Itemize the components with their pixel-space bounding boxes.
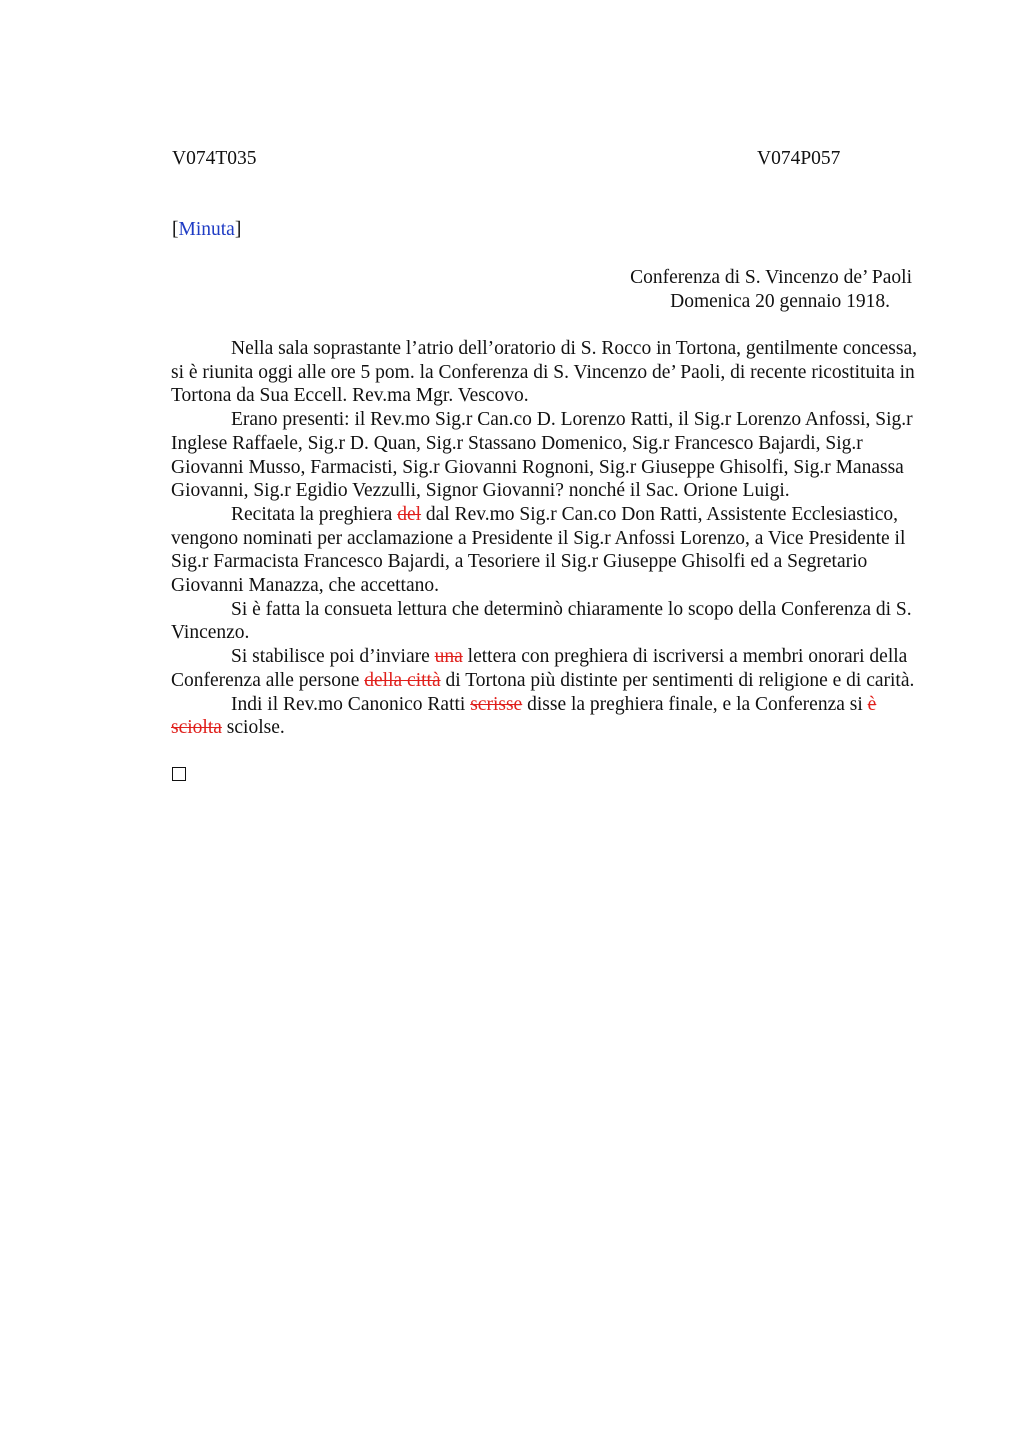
paragraph-5-text-a: Si stabilisce poi d’inviare bbox=[231, 646, 435, 668]
paragraph-5 bbox=[171, 645, 923, 692]
deleted-text: scrisse bbox=[470, 693, 523, 715]
end-marker-box bbox=[172, 767, 186, 781]
minuta-close-bracket: ] bbox=[234, 219, 242, 240]
paragraph-6-text-b: disse la preghiera finale, e la Conferenza si bbox=[522, 693, 868, 715]
letter-heading bbox=[552, 266, 912, 314]
document-code-left: V074T035 bbox=[172, 148, 257, 169]
paragraph-3-text-a: Recitata la preghiera bbox=[231, 503, 398, 525]
deleted-text: della città bbox=[364, 669, 441, 691]
minuta-label bbox=[172, 219, 241, 241]
paragraph-6-text-c: sciolse. bbox=[221, 717, 285, 739]
deleted-text: è sciolta bbox=[171, 693, 877, 739]
deleted-text: del bbox=[397, 503, 422, 525]
deleted-text: una bbox=[434, 646, 463, 668]
heading-date: Domenica 20 gennaio 1918. bbox=[670, 291, 890, 312]
paragraph-6 bbox=[171, 693, 923, 740]
heading-organization: Conferenza di S. Vincenzo de’ Paoli bbox=[630, 267, 912, 288]
paragraph-5-text-b: lettera con preghiera di iscriversi a membri onorari della Conferenza alle persone bbox=[171, 646, 908, 691]
document-body bbox=[171, 337, 923, 740]
paragraph-5-text-c: di Tortona più distinte per sentimenti di religione e di carità. bbox=[440, 669, 915, 691]
paragraph-3 bbox=[171, 503, 923, 598]
paragraph-2: Erano presenti: il Rev.mo Sig.r Can.co D. Lorenzo Ratti, il Sig.r Lorenzo Anfossi, Sig.r Inglese Raffaele, Sig.r D. Quan, Sig.r Stassano Domenico, Sig.r Francesco Bajardi, Sig.r Giovanni Musso, Farmacisti, Sig.r Giovanni Rognoni, Sig.r Giuseppe Ghisolfi, Sig.r Manassa Giovanni, Sig.r Egidio Vezzulli, Signor Giovanni? nonché il Sac. Orione Luigi. bbox=[171, 409, 913, 502]
paragraph-1: Nella sala soprastante l’atrio dell’oratorio di S. Rocco in Tortona, gentilmente concessa, si è riunita oggi alle ore 5 pom. la Conferenza di S. Vincenzo de’ Paoli, di recente ricostituita in Tortona da Sua Eccell. Rev.ma Mgr. Vescovo. bbox=[171, 338, 917, 407]
minuta-open-bracket: [ bbox=[172, 219, 179, 240]
paragraph-6-text-a: Indi il Rev.mo Canonico Ratti bbox=[231, 693, 471, 715]
minuta-link[interactable]: Minuta bbox=[178, 219, 235, 240]
document-code-right: V074P057 bbox=[757, 148, 841, 169]
paragraph-4: Si è fatta la consueta lettura che determinò chiaramente lo scopo della Conferenza di S. Vincenzo. bbox=[171, 598, 912, 644]
paragraph-3-text-b: dal Rev.mo Sig.r Can.co Don Ratti, Assistente Ecclesiastico, vengono nominati per acclamazione a Presidente il Sig.r Anfossi Lorenzo, a Vice Presidente il Sig.r Farmacista Francesco Bajardi, a Tesoriere il Sig.r Giuseppe Ghisolfi ed a Segretario Giovanni Manazza, che accettano. bbox=[171, 503, 906, 597]
